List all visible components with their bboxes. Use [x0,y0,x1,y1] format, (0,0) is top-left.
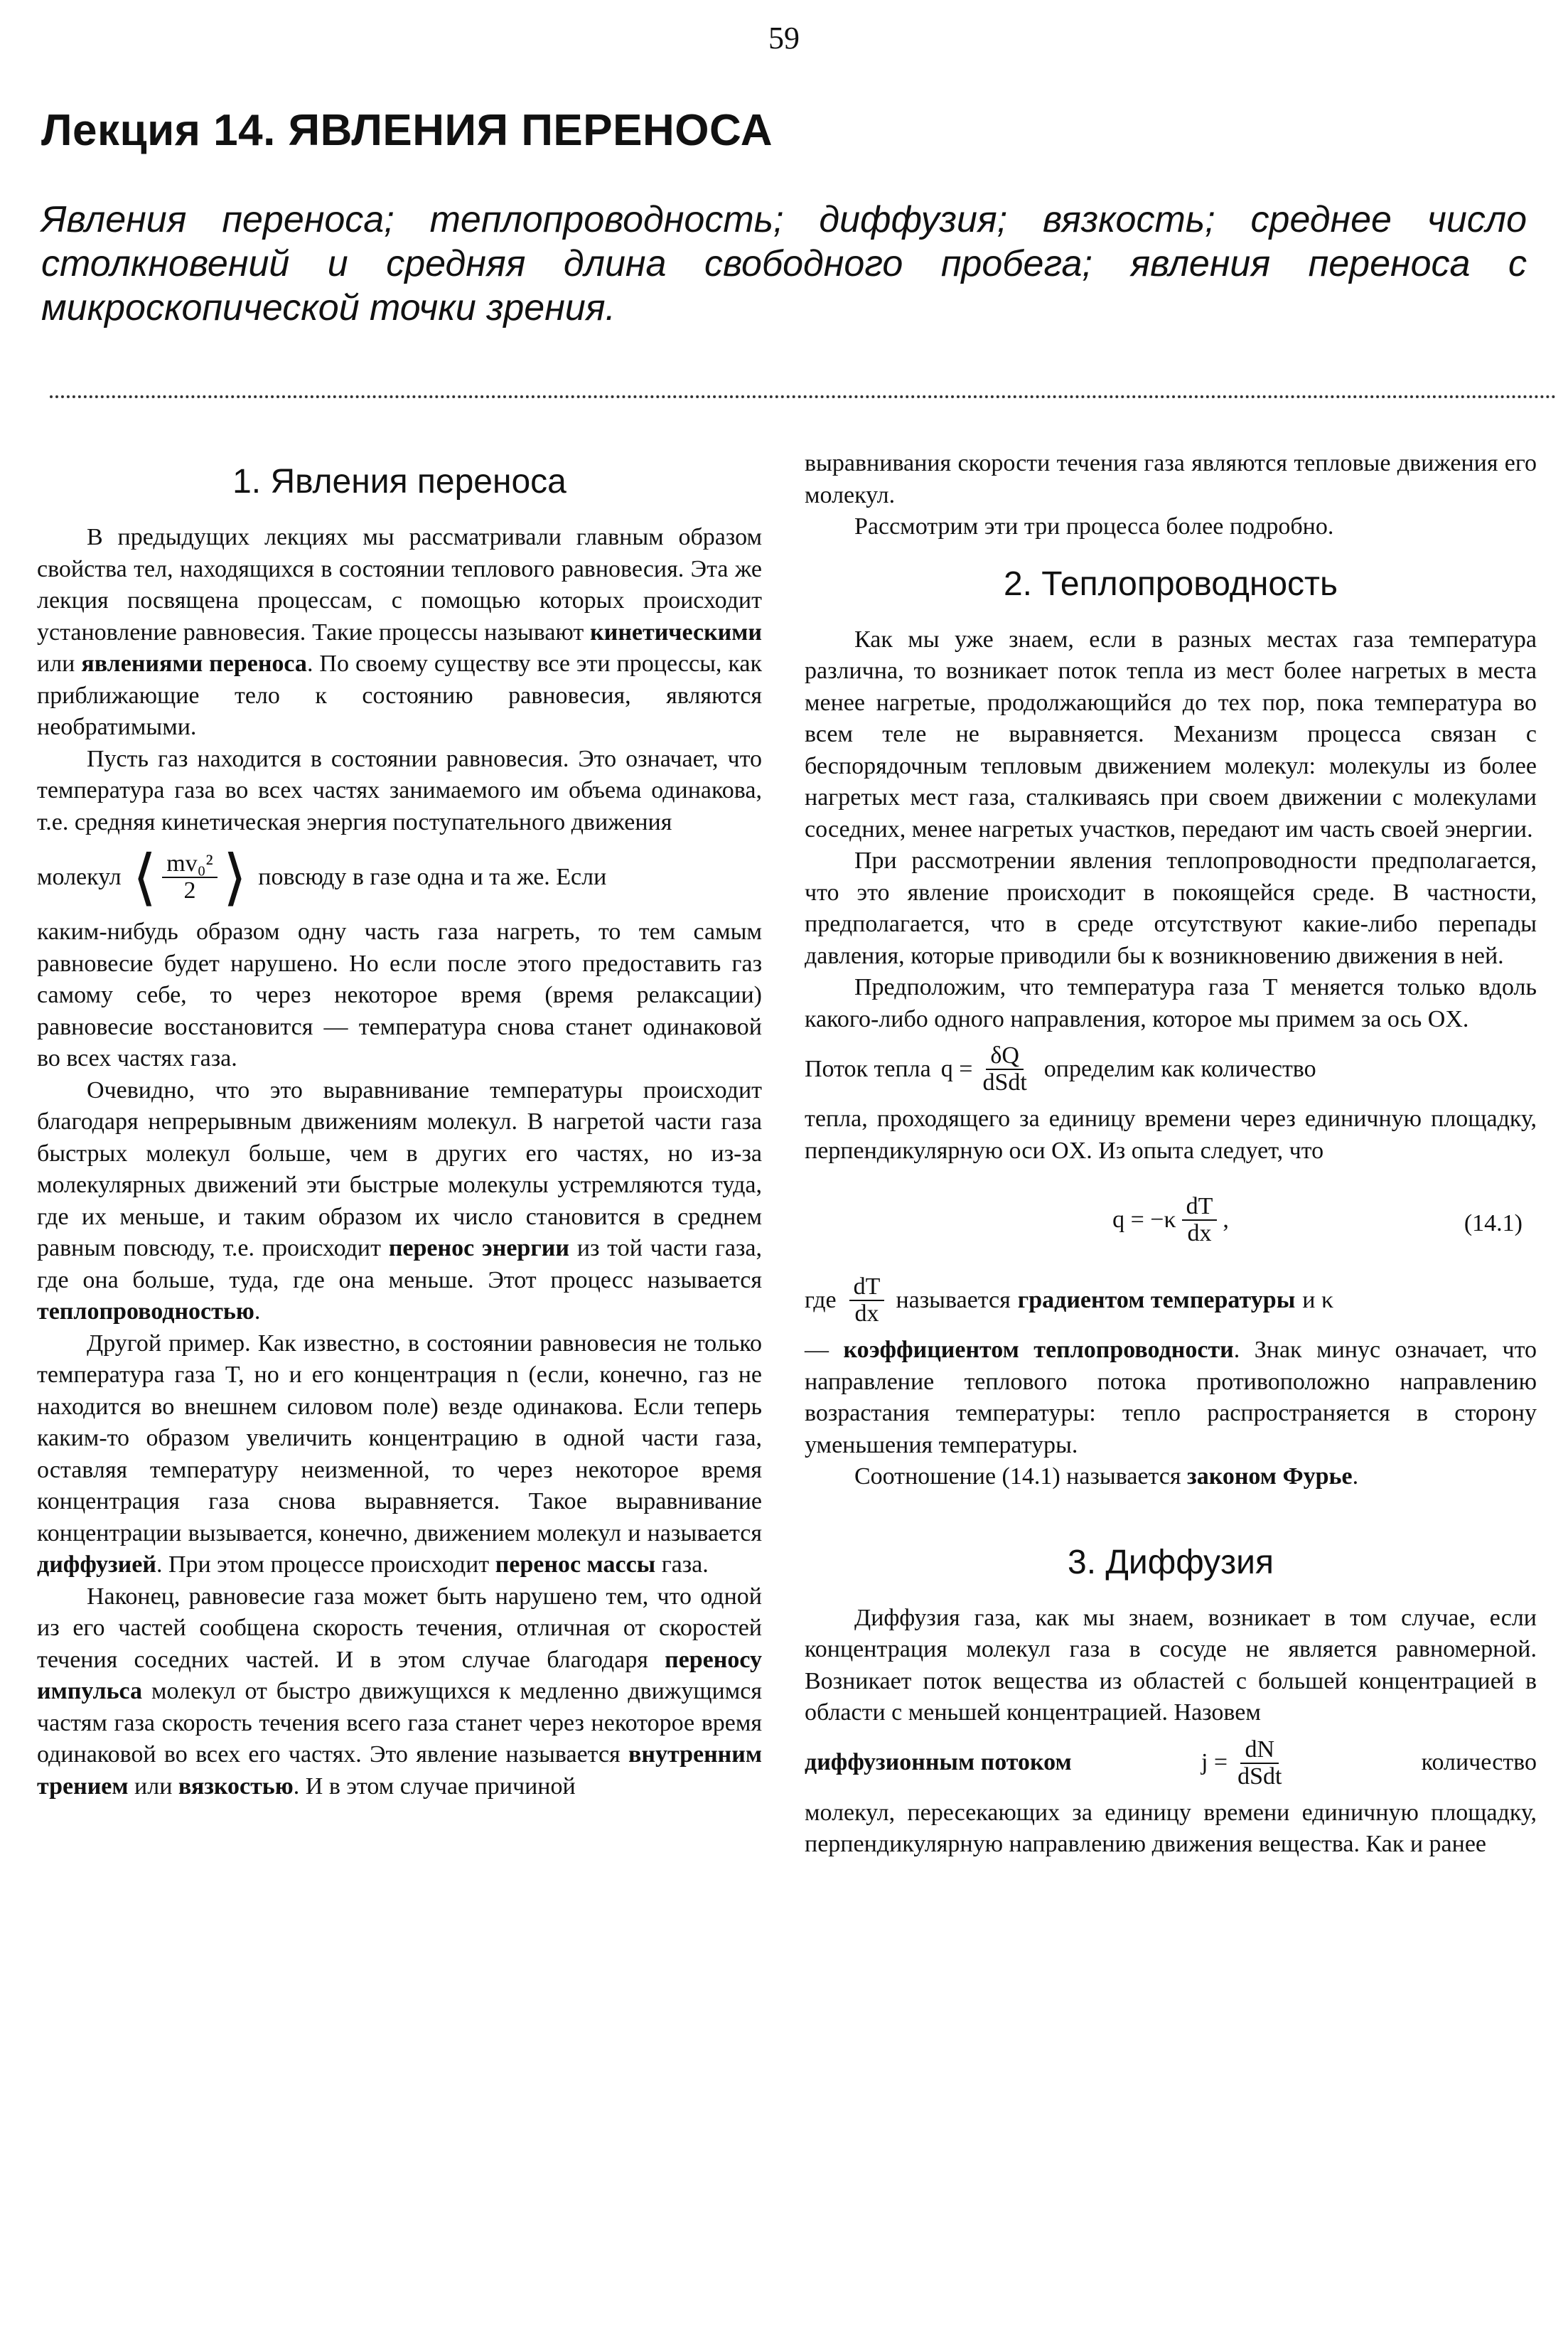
formula-line-gradient [805,1266,1537,1335]
formula-line-heat-flow [805,1035,1537,1103]
paragraph: При рассмотрении явления теплопроводности предполагается, что это явление происходит в покоящейся среде. В частности, предполагается, что в среде отсутствуют какие-либо перепады давления, которые приводили бы к возникновению движения в ней. [805,848,1537,969]
paragraph: молекул, пересекающих за единицу времени единичную площадку, перпендикулярную направлению движения вещества. Как и ранее [805,1799,1537,1857]
equation-fourier [805,1181,1537,1259]
angle-bracket-left: ⟨ [132,843,157,912]
left-column [37,448,762,1802]
paragraph: Диффузия газа, как мы знаем, возникает в том случае, если концентрация молекул газа в сосуде не является равномерной. Возникает поток вещества из областей с большей концентрацией в области с меньшей концентрацией. Назовем [805,1604,1537,1726]
paragraph: Пусть газ находится в состоянии равновесия. Это означает, что температура газа во всех частях занимаемого им объема одинакова, т.е. средняя кинетическая энергия поступательного движения [37,745,762,835]
paragraph: — коэффициентом теплопроводности. Знак минус означает, что направление теплового потока противоположно направлению возрастания температуры: тепло распространяется в сторону уменьшения температуры. [805,1337,1537,1458]
kinetic-energy-fraction: $\frac{\text{mv₀²}}{2}$ [162,851,218,903]
section-heading-transport: 1. Явления переноса [232,463,566,501]
paragraph: В предыдущих лекциях мы рассматривали главным образом свойства тел, находящихся в состоянии теплового равновесия. Эта же лекция посвящена процессам, с помощью которых происходит установление равновесия. Такие процессы называют кинетическими или явлениями переноса. По своему существу все эти процессы, как приближающие тело к состоянию равновесия, являются необратимыми. [37,524,763,740]
formula-q: q = [940,1055,973,1082]
formula-prefix: молекул [37,863,122,890]
formula-suffix: количество [1421,1749,1537,1776]
equation-number: (14.1) [1464,1210,1523,1236]
page-number: 59 [768,21,800,55]
diffusion-fraction: $\frac{dN}{\text{dSdt}}$ [1237,1736,1282,1790]
paragraph: Рассмотрим эти три процесса более подробно. [854,513,1334,540]
paragraph: Как мы уже знаем, если в разных местах газа температура различна, то возникает поток тепла из мест более нагретых в места менее нагретые, продолжающийся до тех пор, пока температура во всем теле не выравняется. Механизм процесса связан с беспорядочным тепловым движением молекул: молекулы из более нагретых мест газа, сталкиваясь при своем движении с молекулами соседних, менее нагретых участков, передают им часть своей энергии. [805,626,1537,843]
paragraph: Наконец, равновесие газа может быть нарушено тем, что одной из его частей сообщена скорость течения, отличная от скоростей течения соседних частей. И в этом случае благодаря переносу импульса молекул от быстро движущихся к медленно движущимся частям газа скорость течения всего газа станет через некоторое время одинаковой во всех его частях. Это явление называется внутренним трением или вязкостью. И в этом случае причиной [37,1583,762,1800]
heat-flow-fraction: $\frac{\delta Q}{\text{dSdt}}$ [982,1042,1027,1096]
term-diffusion-flow: диффузионным потоком [805,1749,1072,1776]
equation-lhs: q = −κ [1112,1206,1176,1233]
formula-line-diffusion-flow [805,1729,1537,1797]
formula-suffix: определим как количество [1043,1055,1316,1082]
lecture-title: Лекция 14. ЯВЛЕНИЯ ПЕРЕНОСА [41,106,773,155]
equation-comma: , [1223,1206,1229,1233]
paragraph: Другой пример. Как известно, в состоянии равновесия не только температура газа T, но и его концентрация n (если, конечно, газ не находится во внешнем силовом поле) везде одинакова. Если теперь каким-то образом увеличить концентрацию в одной части газа, оставляя температуру неизменной, то через некоторое время концентрация газа снова выравняется. Такое выравнивание концентрации вызывается, конечно, движением молекул и называется диффузией. При этом процессе происходит перенос массы газа. [37,1330,762,1578]
formula-text: и κ [1302,1286,1334,1313]
formula-line-kinetic-energy [37,838,762,916]
paragraph: выравнивания скорости течения газа являются тепловые движения его молекул. [805,450,1537,508]
paragraph: тепла, проходящего за единицу времени через единичную площадку, перпендикулярную оси OX. Из опыта следует, что [805,1106,1537,1164]
formula-text: называется [896,1286,1011,1313]
paragraph: Очевидно, что это выравнивание температуры происходит благодаря непрерывным движениям молекул. В нагретой части газа быстрых молекул больше, чем в других его частях, но из-за молекулярных движений эти быстрые молекулы устремляются туда, где их меньше, и таким образом их число становится в среднем равным повсюду, т.е. происходит перенос энергии из той части газа, где она больше, туда, где она меньше. Этот процесс называется теплопроводностью. [37,1076,763,1325]
lecture-subtitle: Явления переноса; теплопроводность; диффузия; вязкость; среднее число столкновений и средняя длина свободного пробега; явления переноса с микроскопической точки зрения. [41,199,1527,328]
paragraph: каким-нибудь образом одну часть газа нагреть, то тем самым равновесие будет нарушено. Но если после этого предоставить газ самому себе, то через некоторое время (время релаксации) равновесие восстановится — температура снова станет одинаковой во всех частях газа. [37,919,762,1071]
gradient-fraction: $\frac{dT}{dx}$ [849,1274,885,1326]
section-heading-heat-conduction: 2. Теплопроводность [1003,565,1338,603]
paragraph: Соотношение (14.1) называется законом Фурье. [854,1463,1359,1490]
diffusion-formula [1201,1737,1292,1789]
term-gradient: градиентом температуры [1017,1286,1296,1313]
formula-prefix: где [805,1286,837,1313]
formula-j: j = [1201,1749,1228,1776]
dotted-separator [50,395,1557,398]
angle-bracket-right: ⟩ [222,843,247,912]
equation-gradient-fraction: $\frac{dT}{dx}$ [1182,1194,1218,1246]
formula-prefix: Поток тепла [805,1055,931,1082]
section-heading-diffusion: 3. Диффузия [1068,1543,1274,1581]
formula-suffix: повсюду в газе одна и та же. Если [258,863,607,890]
paragraph: Предположим, что температура газа T меняется только вдоль какого-либо одного направления, которое мы примем за ось OX. [805,974,1537,1032]
right-column [805,448,1537,1861]
